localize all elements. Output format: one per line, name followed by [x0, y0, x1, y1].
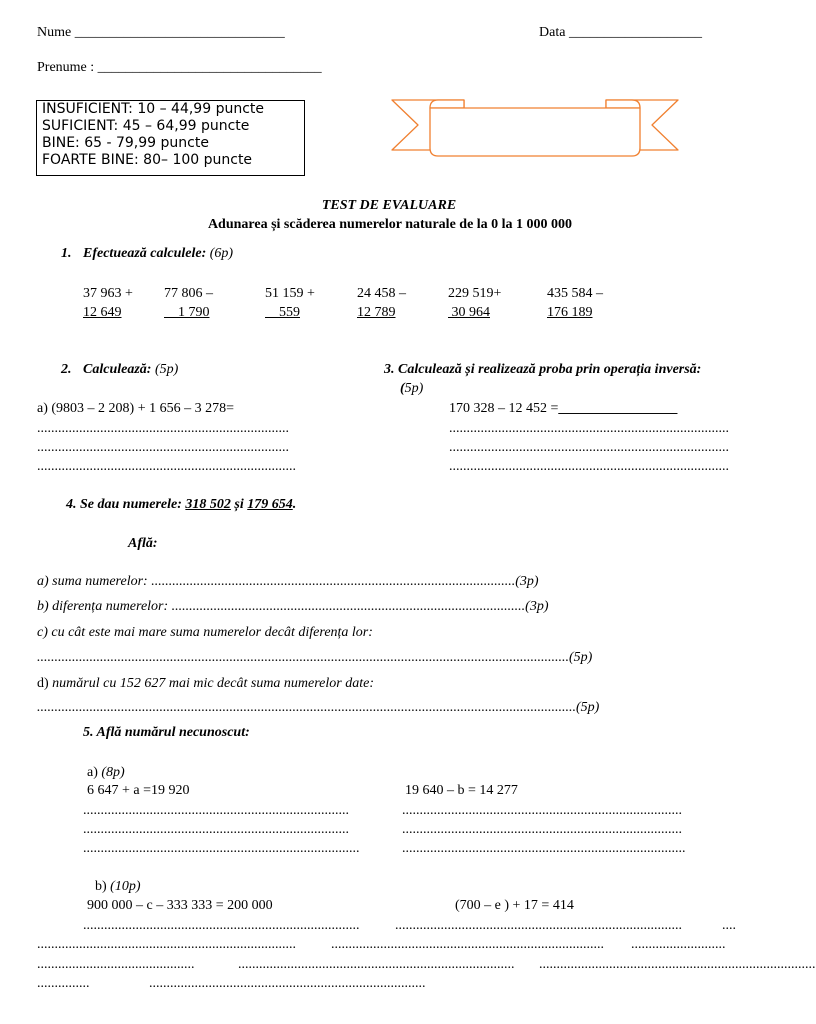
ex5-b-label: b) (10p) [95, 879, 141, 894]
date-label: Data [539, 25, 566, 40]
calc-top: 24 458 – [357, 286, 406, 301]
ex5-eq-1: 6 647 + a =19 920 [87, 783, 190, 798]
ex2-expression: a) (9803 – 2 208) + 1 656 – 3 278= [37, 401, 234, 416]
ex5-b-line: ........................... [631, 937, 726, 952]
ex5-b-line: .................................................................................. [395, 918, 682, 933]
ex2-number: 2. [61, 362, 72, 377]
ex4-item-d: d) numărul cu 152 627 mai mic decât suma numerelor date: [37, 676, 374, 691]
ex5-b-line: ............... [37, 976, 90, 991]
ex2-label: Calculează: [83, 362, 152, 377]
surname-field [37, 60, 322, 76]
test-title: TEST DE EVALUARE [321, 198, 457, 213]
ex3-expression: 170 328 – 12 452 =_________________ [449, 401, 678, 416]
calc-top: 37 963 + [83, 286, 133, 301]
ex5-b-line: .... [722, 918, 736, 933]
ex5-eq-2: 19 640 – b = 14 277 [405, 783, 518, 798]
ex4-find: Află: [128, 536, 158, 551]
ex5-b-line: ............................................................................... [149, 976, 426, 991]
ex5-heading: 5. Află numărul necunoscut: [83, 725, 250, 740]
ex3-heading: 3. Calculează și realizează proba prin operația inversă: [384, 362, 702, 377]
ex4-item-c-line: ........................................................................................................................................................(5p) [37, 650, 593, 665]
ex5-a-line: ............................................................................... [83, 841, 360, 856]
ex2-answer-line: ........................................................................ [37, 421, 289, 436]
grade-bine: BINE: 65 - 79,99 puncte [42, 135, 209, 151]
ex4-number-1: 318 502 [185, 497, 231, 512]
ex5-eq-4: (700 – e ) + 17 = 414 [455, 898, 574, 913]
calc-top: 229 519+ [448, 286, 502, 301]
ex5-b-line: .......................................................................... [37, 937, 296, 952]
calc-top: 51 159 + [265, 286, 315, 301]
ex2-points: (5p) [154, 362, 179, 377]
ex4-item-a: a) suma numerelor: ........................................................................................................(3p) [37, 574, 539, 589]
name-field [37, 25, 285, 41]
calc-bottom: 12 789 [357, 305, 396, 320]
ex3-answer-line: ................................................................................ [449, 459, 729, 474]
ex5-eq-3: 900 000 – c – 333 333 = 200 000 [87, 898, 273, 913]
ex1-points: (6p) [209, 246, 234, 261]
ex2-heading [61, 362, 178, 378]
ex4-heading: 4. Se dau numerele: 318 502 și 179 654. [66, 497, 297, 512]
ex5-a-line: ................................................................................ [402, 822, 682, 837]
calc-bottom: 12 649 [83, 305, 122, 320]
name-blank: ______________________________ [74, 25, 285, 40]
grade-foarte-bine: FOARTE BINE: 80– 100 puncte [42, 152, 253, 168]
ex4-item-b: b) diferența numerelor: .....................................................................................................(3p) [37, 599, 549, 614]
ex4-item-d-line: ..........................................................................................................................................................(5p) [37, 700, 600, 715]
ex5-a-line: ................................................................................ [402, 803, 682, 818]
name-label: Nume [37, 25, 72, 40]
ex5-b-line: .............................................................................. [331, 937, 604, 952]
ex1-heading [61, 246, 233, 262]
ex2-answer-line: ........................................................................ [37, 440, 289, 455]
calc-bottom: 559 [265, 305, 300, 320]
ex5-a-line: ............................................................................ [83, 803, 349, 818]
ex1-calc-2 [164, 284, 213, 322]
ex2-answer-line: .......................................................................... [37, 459, 296, 474]
ex5-b-line: ............................................................................... [83, 918, 360, 933]
ribbon-banner-icon [388, 96, 682, 160]
calc-top: 77 806 – [164, 286, 213, 301]
test-subtitle: Adunarea și scăderea numerelor naturale de la 0 la 1 000 000 [207, 217, 573, 232]
ex1-label: Efectuează calculele: [83, 246, 207, 261]
ex5-b-line: ............................................................................... [238, 957, 515, 972]
calc-bottom: 30 964 [448, 305, 490, 320]
ex1-calc-5 [448, 284, 501, 322]
calc-bottom: 1 790 [164, 305, 210, 320]
ex5-b-line: ............................................. [37, 957, 195, 972]
ex1-calc-6 [547, 284, 603, 322]
calc-top: 435 584 – [547, 286, 603, 301]
ex4-item-c: c) cu cât este mai mare suma numerelor decât diferența lor: [37, 625, 373, 640]
date-field [539, 25, 702, 41]
ex5-b-line: ............................................................................... [539, 957, 816, 972]
date-blank: ___________________ [568, 25, 702, 40]
ex1-calc-3 [265, 284, 315, 322]
surname-blank: ________________________________ [97, 60, 322, 75]
calc-bottom: 176 189 [547, 305, 593, 320]
ex1-number: 1. [61, 246, 72, 261]
ex5-a-label: a) (8p) [87, 765, 125, 780]
ex4-number-2: 179 654 [247, 497, 293, 512]
ex5-a-line: ................................................................................. [402, 841, 686, 856]
grade-suficient: SUFICIENT: 45 – 64,99 puncte [42, 118, 250, 134]
ex1-calc-1 [83, 284, 133, 322]
surname-label: Prenume : [37, 60, 95, 75]
grading-scale-box [36, 100, 305, 176]
ex5-a-line: ............................................................................ [83, 822, 349, 837]
ex3-answer-line: ................................................................................ [449, 421, 729, 436]
ex3-answer-line: ................................................................................ [449, 440, 729, 455]
ex1-calc-4 [357, 284, 406, 322]
grade-insuficient: INSUFICIENT: 10 – 44,99 puncte [42, 101, 264, 117]
ex3-points: (5p) [400, 381, 424, 396]
